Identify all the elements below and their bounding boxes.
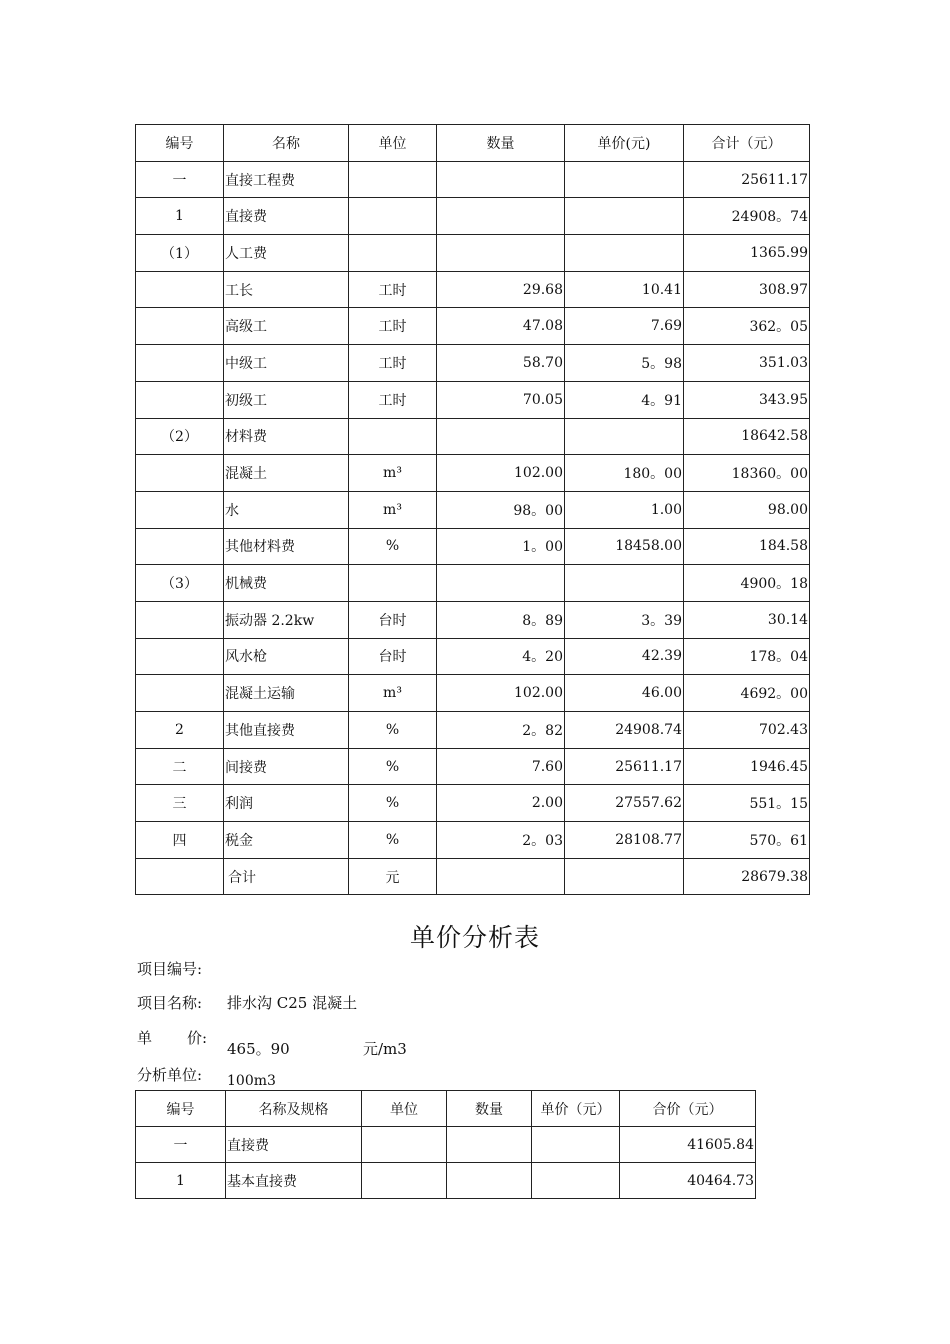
table-cell [437,198,565,235]
column-header: 单位 [349,125,437,162]
table-cell: 1.00 [565,491,684,528]
table-row [136,528,810,565]
table-cell [437,161,565,198]
table-cell: 180。00 [565,455,684,492]
table-cell: 7.60 [437,748,565,785]
table-cell: 工长 [224,271,349,308]
unit-price-unit: 元/m3 [363,1040,407,1058]
unit-price-label-1: 单 [137,1029,153,1047]
table-cell: 18360。00 [684,455,810,492]
table-cell [136,345,224,382]
table-cell: % [349,748,437,785]
table-cell: 1。00 [437,528,565,565]
table-cell: 4。91 [565,381,684,418]
table-cell: 混凝土运输 [224,675,349,712]
table-cell: 合计 [224,858,349,895]
table-cell: 二 [136,748,224,785]
table-cell: 间接费 [224,748,349,785]
table-cell: 18642.58 [684,418,810,455]
table-cell: 184.58 [684,528,810,565]
table-cell: 40464.73 [620,1163,756,1199]
table-cell: 四 [136,822,224,859]
table-cell: 其他材料费 [224,528,349,565]
table-cell: 98.00 [684,491,810,528]
table-cell: 1 [136,198,224,235]
table-cell: 工时 [349,308,437,345]
table-cell: 1 [136,1163,226,1199]
table-cell: 70.05 [437,381,565,418]
table-cell: 工时 [349,271,437,308]
table-cell [136,675,224,712]
table-cell: 8。89 [437,601,565,638]
table-row [136,822,810,859]
cost-table [135,124,810,895]
table-cell: 18458.00 [565,528,684,565]
table-cell: 351.03 [684,345,810,382]
table-cell: 1946.45 [684,748,810,785]
table-cell [136,455,224,492]
table-cell: 人工费 [224,235,349,272]
table-cell: 98。00 [437,491,565,528]
table-cell [136,601,224,638]
table-cell: m³ [349,675,437,712]
table-cell [565,198,684,235]
table-row [136,491,810,528]
table-cell [437,418,565,455]
table-cell: 4692。00 [684,675,810,712]
project-no-label: 项目编号: [137,960,203,978]
table-cell: 28108.77 [565,822,684,859]
table-cell [565,235,684,272]
table-cell: 台时 [349,638,437,675]
table-cell: 29.68 [437,271,565,308]
table-cell [565,161,684,198]
table-row [136,1163,756,1199]
table-cell: （3） [136,565,224,602]
table-cell: 一 [136,161,224,198]
table-cell [349,161,437,198]
table-cell [565,858,684,895]
table-cell [437,858,565,895]
unit-price-analysis-table [135,1090,756,1199]
table-cell: 570。61 [684,822,810,859]
column-header: 数量 [447,1091,532,1127]
table-cell: 中级工 [224,345,349,382]
table-cell: 25611.17 [684,161,810,198]
table-cell: 利润 [224,785,349,822]
table-cell: 362。05 [684,308,810,345]
table-cell [136,381,224,418]
table-cell: 47.08 [437,308,565,345]
table-cell: 24908。74 [684,198,810,235]
column-header: 名称 [224,125,349,162]
table-cell: 41605.84 [620,1127,756,1163]
table-cell: 702.43 [684,712,810,749]
table-cell: 元 [349,858,437,895]
table-cell [349,418,437,455]
table-cell: 343.95 [684,381,810,418]
table-cell: 25611.17 [565,748,684,785]
page-title: 单价分析表 [409,923,540,952]
table-cell: 2。03 [437,822,565,859]
table-row [136,712,810,749]
table-cell [565,418,684,455]
table-row [136,271,810,308]
table-cell: 机械费 [224,565,349,602]
table-cell: 308.97 [684,271,810,308]
table-cell [447,1163,532,1199]
table-cell: % [349,822,437,859]
table-cell: 初级工 [224,381,349,418]
table-cell [136,528,224,565]
table-cell: % [349,528,437,565]
table-cell: 振动器 2.2kw [224,601,349,638]
table-cell: % [349,712,437,749]
table-cell: 551。15 [684,785,810,822]
column-header: 合价（元） [620,1091,756,1127]
table-row [136,198,810,235]
table-row [136,858,810,895]
table-cell [437,565,565,602]
table-cell: 42.39 [565,638,684,675]
table-cell: 24908.74 [565,712,684,749]
table-cell [362,1127,447,1163]
table-row [136,748,810,785]
table-row [136,601,810,638]
table-cell [136,638,224,675]
table-cell [565,565,684,602]
table-cell: 水 [224,491,349,528]
table-cell [532,1163,620,1199]
table-cell: 178。04 [684,638,810,675]
table-cell: 三 [136,785,224,822]
table-cell: m³ [349,455,437,492]
table-cell: 28679.38 [684,858,810,895]
column-header: 单价(元) [565,125,684,162]
table-row [136,638,810,675]
table-cell [349,235,437,272]
table-cell: 10.41 [565,271,684,308]
table-cell: 一 [136,1127,226,1163]
table-cell: 2 [136,712,224,749]
column-header: 名称及规格 [226,1091,362,1127]
column-header: 单价（元） [532,1091,620,1127]
table-row [136,381,810,418]
table-cell: 基本直接费 [226,1163,362,1199]
table-cell: 税金 [224,822,349,859]
project-name-label: 项目名称: [137,994,203,1012]
table-cell [136,491,224,528]
table-cell: 5。98 [565,345,684,382]
analysis-unit-label: 分析单位: [137,1066,203,1084]
table-cell: 材料费 [224,418,349,455]
table-cell: 4900。18 [684,565,810,602]
table-cell: 高级工 [224,308,349,345]
table-cell: 3。39 [565,601,684,638]
table-cell: % [349,785,437,822]
table-row [136,565,810,602]
table-row [136,675,810,712]
table-row [136,345,810,382]
table-cell [136,271,224,308]
column-header: 单位 [362,1091,447,1127]
column-header: 编号 [136,125,224,162]
table-cell: m³ [349,491,437,528]
table-cell [362,1163,447,1199]
unit-price-label-2: 价: [187,1029,208,1047]
table-row [136,455,810,492]
table-row [136,785,810,822]
table-row [136,418,810,455]
table-cell: （2） [136,418,224,455]
table-cell [437,235,565,272]
analysis-unit-value: 100m3 [227,1073,276,1089]
table-cell: 7.69 [565,308,684,345]
table-cell: 其他直接费 [224,712,349,749]
table-row [136,235,810,272]
table-cell [136,308,224,345]
table-cell: 2。82 [437,712,565,749]
table-cell: 混凝土 [224,455,349,492]
table-cell: 台时 [349,601,437,638]
table-cell: 102.00 [437,455,565,492]
table-cell [349,565,437,602]
unit-price-value: 465。90 [227,1040,290,1058]
table-cell: 4。20 [437,638,565,675]
table-cell [532,1127,620,1163]
table-cell: （1） [136,235,224,272]
column-header: 合计（元） [684,125,810,162]
table-cell: 直接费 [224,198,349,235]
column-header: 数量 [437,125,565,162]
table-cell: 30.14 [684,601,810,638]
table-cell: 27557.62 [565,785,684,822]
header-row [136,1091,756,1127]
table-cell [349,198,437,235]
table-cell: 工时 [349,345,437,382]
table-cell: 风水枪 [224,638,349,675]
table-row [136,1127,756,1163]
table-cell: 46.00 [565,675,684,712]
header-row [136,125,810,162]
table-cell [447,1127,532,1163]
table-cell [136,858,224,895]
table-cell: 直接工程费 [224,161,349,198]
project-name-value: 排水沟 C25 混凝土 [227,994,358,1012]
table-cell: 直接费 [226,1127,362,1163]
table-cell: 工时 [349,381,437,418]
table-cell: 2.00 [437,785,565,822]
table-row [136,161,810,198]
column-header: 编号 [136,1091,226,1127]
table-cell: 58.70 [437,345,565,382]
table-cell: 1365.99 [684,235,810,272]
table-cell: 102.00 [437,675,565,712]
table-row [136,308,810,345]
